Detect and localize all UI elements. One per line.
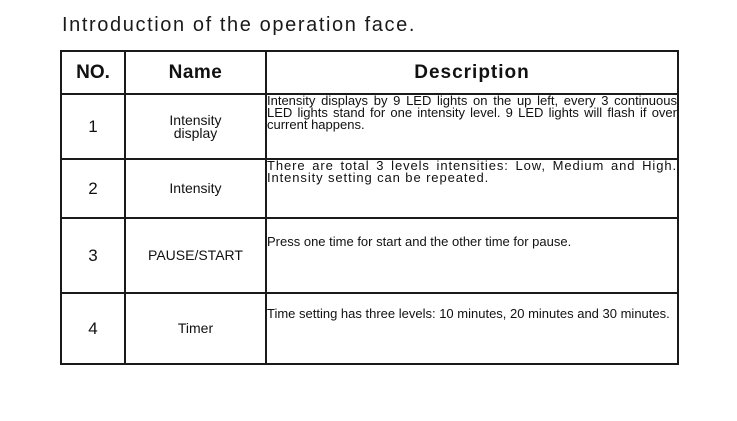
row-number: 3 — [61, 218, 125, 293]
row-number: 1 — [61, 94, 125, 159]
operation-table — [60, 50, 679, 365]
table-row — [61, 159, 678, 218]
row-name: Intensity — [125, 159, 266, 218]
row-description: Time setting has three levels: 10 minutes, 20 minutes and 30 minutes. — [266, 293, 678, 364]
column-header-description: Description — [266, 51, 678, 94]
row-name: PAUSE/START — [125, 218, 266, 293]
table-header-row — [61, 51, 678, 94]
column-header-no: NO. — [61, 51, 125, 94]
column-header-name: Name — [125, 51, 266, 94]
row-name-text: Intensity display — [169, 111, 222, 141]
page-title: Introduction of the operation face. — [62, 14, 416, 36]
table-row — [61, 94, 678, 159]
row-number: 2 — [61, 159, 125, 218]
row-description: There are total 3 levels intensities: Low, Medium and High. Intensity setting can be repeated. — [266, 159, 678, 218]
row-name: Timer — [125, 293, 266, 364]
row-name — [125, 94, 266, 159]
table-row — [61, 218, 678, 293]
row-description: Press one time for start and the other time for pause. — [266, 218, 678, 293]
table-row — [61, 293, 678, 364]
row-description: Intensity displays by 9 LED lights on the up left, every 3 continuous LED lights stand for one intensity level. 9 LED lights will flash if over current happens. — [266, 94, 678, 159]
row-number: 4 — [61, 293, 125, 364]
